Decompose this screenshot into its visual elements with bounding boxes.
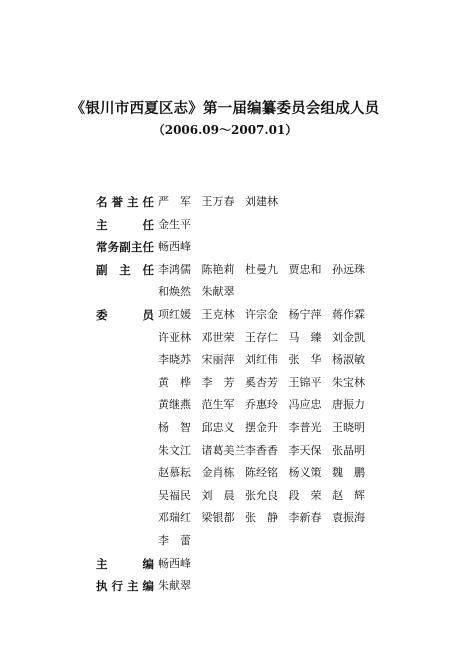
- member-names: [158, 281, 245, 304]
- member-names: [158, 327, 376, 350]
- member-name: 宋丽萍: [201, 353, 235, 367]
- role-char: 副: [119, 240, 131, 255]
- member-name: 赵慕耘: [158, 466, 191, 480]
- date-range-subtitle: （2006.09～2007.01）: [152, 123, 298, 137]
- role-char: 执: [96, 579, 108, 594]
- role-char: 编: [142, 579, 154, 594]
- member-name: 陈经铭: [245, 466, 278, 480]
- roster-row: [96, 214, 396, 237]
- member-name: 畅西峰: [158, 556, 191, 570]
- member-name: 黄 桦: [158, 375, 191, 389]
- member-name: 摆金升: [245, 420, 278, 434]
- member-name: 李 蕾: [158, 533, 191, 547]
- member-name: 冯应忠: [288, 398, 322, 412]
- roster-row: [96, 304, 396, 327]
- member-name: 张 静: [245, 511, 278, 525]
- member-name: 贾忠和: [288, 262, 322, 276]
- roster-row: [96, 462, 396, 485]
- member-name: 王克林: [201, 307, 235, 321]
- member-name: 严 军: [158, 195, 191, 208]
- roster-row: [96, 236, 396, 259]
- role-label: [96, 575, 158, 598]
- role-label: [96, 304, 158, 327]
- member-name: 李香香: [245, 443, 278, 457]
- roster-row: [96, 575, 396, 598]
- member-name: 蒋作霖: [332, 307, 365, 321]
- member-name: 李鸿儒: [158, 262, 191, 276]
- member-name: 吴福民: [158, 488, 191, 502]
- member-name: 李普光: [288, 420, 322, 434]
- member-name: 刘红伟: [245, 353, 278, 367]
- member-name: 许亚林: [158, 330, 191, 344]
- member-name: 刘建林: [245, 195, 278, 208]
- member-name: 王存仁: [245, 330, 278, 344]
- role-char: 誉: [111, 195, 123, 209]
- roster-row: [96, 349, 396, 372]
- member-name: 黄继燕: [158, 398, 191, 412]
- member-name: 王万春: [201, 195, 235, 208]
- role-char: 主: [119, 262, 131, 277]
- member-names: [158, 462, 376, 485]
- member-name: 金生平: [158, 217, 191, 231]
- member-names: [158, 530, 202, 553]
- member-name: 邓瑞红: [158, 511, 191, 525]
- member-name: 朱献翠: [201, 285, 235, 299]
- roster-row: [96, 417, 396, 440]
- roster-row: [96, 372, 396, 395]
- member-names: [158, 236, 202, 259]
- roster-row: [96, 191, 396, 214]
- member-name: 范生军: [201, 398, 235, 412]
- member-name: 赵 辉: [332, 488, 365, 502]
- member-name: 王晓明: [332, 420, 365, 434]
- role-label: [96, 214, 158, 237]
- member-name: 杜曼九: [245, 262, 278, 276]
- page-title: 《银川市西夏区志》第一届编纂委员会组成人员: [70, 101, 380, 117]
- member-name: 李天保: [288, 443, 322, 457]
- roster-row: [96, 485, 396, 508]
- committee-roster: [96, 191, 396, 598]
- member-name: 李晓苏: [158, 353, 191, 367]
- member-name: 杨宁萍: [288, 307, 322, 321]
- member-names: [158, 349, 376, 372]
- role-char: 任: [142, 240, 154, 255]
- member-names: [158, 553, 202, 576]
- roster-row: [96, 394, 396, 417]
- role-label: [96, 236, 158, 259]
- member-name: 杨淑敏: [332, 353, 365, 367]
- role-char: 名: [96, 195, 108, 209]
- member-name: 张允良: [245, 488, 278, 502]
- member-names: [158, 485, 376, 508]
- member-names: [158, 372, 376, 395]
- member-names: [158, 575, 202, 598]
- roster-row: [96, 259, 396, 282]
- member-name: 马 臻: [288, 330, 322, 344]
- role-char: 主: [96, 556, 108, 571]
- role-char: 任: [142, 195, 154, 209]
- role-char: 任: [142, 217, 154, 232]
- member-name: 张 华: [288, 353, 322, 367]
- member-name: 袁振海: [332, 511, 365, 525]
- member-name: 杨 智: [158, 420, 191, 434]
- member-name: 乔惠玲: [245, 398, 278, 412]
- roster-row: [96, 281, 396, 304]
- member-name: 张晶明: [332, 443, 365, 457]
- member-names: [158, 191, 289, 214]
- member-names: [158, 394, 376, 417]
- role-char: 主: [127, 579, 139, 594]
- member-name: 魏 鹏: [332, 466, 365, 480]
- member-name: 陈艳莉: [201, 262, 235, 276]
- member-name: 邱忠义: [201, 420, 235, 434]
- member-name: 王锦平: [288, 375, 322, 389]
- roster-row: [96, 440, 396, 463]
- role-char: 务: [107, 240, 120, 255]
- member-name: 奚杏芳: [245, 375, 278, 389]
- role-char: 员: [142, 307, 154, 322]
- role-char: 任: [142, 262, 154, 277]
- member-name: 李 芳: [201, 375, 235, 389]
- role-char: 常: [96, 240, 108, 255]
- role-label: [96, 553, 158, 576]
- roster-row: [96, 553, 396, 576]
- member-name: 许宗金: [245, 307, 278, 321]
- member-name: 李新春: [288, 511, 322, 525]
- role-char: 主: [130, 240, 143, 255]
- member-name: 邓世荣: [201, 330, 235, 344]
- member-names: [158, 304, 376, 327]
- member-name: 杨义策: [288, 466, 322, 480]
- member-name: 和焕然: [158, 285, 191, 299]
- member-name: 金肖栋: [201, 466, 235, 480]
- member-name: 朱文江: [158, 443, 191, 457]
- roster-row: [96, 530, 396, 553]
- role-char: 委: [96, 307, 108, 322]
- member-names: [158, 440, 376, 463]
- role-label: [96, 191, 158, 214]
- member-name: 朱献翠: [158, 579, 191, 593]
- role-char: 副: [96, 262, 108, 277]
- role-char: 主: [127, 195, 139, 209]
- member-names: [158, 214, 202, 237]
- member-name: 孙远珠: [332, 262, 365, 276]
- role-char: 主: [96, 217, 108, 232]
- member-name: 刘金凯: [332, 330, 365, 344]
- roster-row: [96, 507, 396, 530]
- member-name: 刘 晨: [201, 488, 235, 502]
- member-name: 畅西峰: [158, 240, 191, 254]
- role-char: 行: [111, 579, 123, 594]
- member-name: 诸葛美兰: [201, 443, 246, 457]
- member-name: 朱宝林: [332, 375, 365, 389]
- member-name: 梁银都: [201, 511, 235, 525]
- member-names: [158, 417, 376, 440]
- role-char: 编: [142, 556, 154, 571]
- member-name: 段 荣: [288, 488, 322, 502]
- member-name: 唐振力: [332, 398, 365, 412]
- member-name: 项红媛: [158, 307, 191, 321]
- member-names: [158, 259, 376, 282]
- role-label: [96, 259, 158, 282]
- roster-row: [96, 327, 396, 350]
- member-names: [158, 507, 376, 530]
